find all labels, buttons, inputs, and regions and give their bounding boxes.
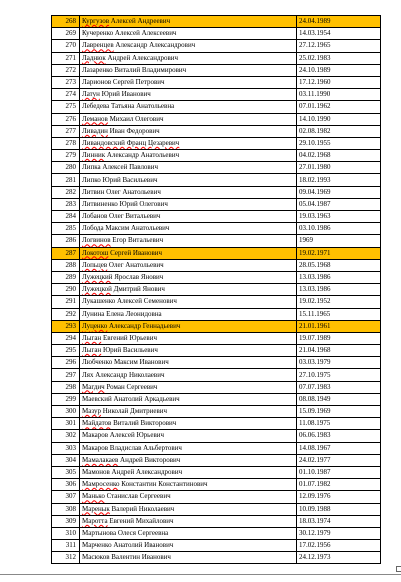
name-text: Литвиненко Юрий Олегович [82, 199, 168, 208]
table-row [52, 125, 381, 137]
row-number: 280 [52, 162, 80, 174]
row-number: 276 [52, 113, 80, 125]
surname-flagged: Локотош [82, 248, 109, 257]
row-number: 275 [52, 101, 80, 113]
name-text: Макаров Алексей Юрьевич [82, 431, 165, 440]
full-name-cell [80, 430, 297, 442]
name-text: Липко Юрий Васильевич [82, 175, 158, 184]
row-number: 308 [52, 503, 80, 515]
birth-date: 24.04.1989 [297, 16, 381, 28]
name-text: Липка Алексей Павлович [82, 163, 159, 172]
row-number: 290 [52, 284, 80, 296]
full-name-cell [80, 296, 297, 308]
surname-flagged: Леманов [82, 114, 108, 123]
row-number: 281 [52, 174, 80, 186]
full-name-cell [80, 357, 297, 369]
row-number: 294 [52, 332, 80, 344]
name-text: Олег Анатольевич [107, 260, 164, 269]
table-row [52, 186, 381, 198]
full-name-cell [80, 406, 297, 418]
name-text: Дмитрий Янович [111, 285, 165, 294]
page-corner-marker [396, 566, 401, 572]
surname-flagged: Ливадин [82, 126, 108, 135]
row-number: 295 [52, 345, 80, 357]
birth-date: 07.01.1962 [297, 101, 381, 113]
name-text: Михаил Олегович [107, 114, 164, 123]
table-row [52, 150, 381, 162]
birth-date: 24.02.1977 [297, 454, 381, 466]
full-name-cell [80, 211, 297, 223]
row-number: 272 [52, 64, 80, 76]
row-number: 268 [52, 16, 80, 28]
table-row [52, 284, 381, 296]
name-text: Кучеренко Алексей Алексеевич [82, 29, 177, 38]
full-name-cell [80, 150, 297, 162]
table-row [52, 137, 381, 149]
name-text: Мартынова Олеся Сергеевна [82, 528, 169, 537]
birth-date: 27.12.1965 [297, 40, 381, 52]
name-text: Масюков Валентин Иванович [82, 553, 171, 562]
birth-date: 1969 [297, 235, 381, 247]
surname-flagged: Магдич [82, 382, 105, 391]
name-text: Лунина Елена Леонидовна [82, 309, 162, 318]
birth-date: 03.10.1986 [297, 223, 381, 235]
birth-date: 17.02.1956 [297, 540, 381, 552]
name-text: Николай Дмитриевич [100, 407, 168, 416]
name-text: Лукашенко Алексей Семенович [82, 297, 177, 306]
row-number: 284 [52, 211, 80, 223]
name-text: Ярослав Янович [112, 273, 164, 282]
table-row [52, 503, 381, 515]
birth-date: 10.09.1988 [297, 503, 381, 515]
birth-date: 21.04.1968 [297, 345, 381, 357]
full-name-cell [80, 125, 297, 137]
row-number: 286 [52, 235, 80, 247]
full-name-cell [80, 503, 297, 515]
full-name-cell [80, 174, 297, 186]
table-row [52, 76, 381, 88]
table-row [52, 442, 381, 454]
full-name-cell [80, 89, 297, 101]
birth-date: 13.03.1986 [297, 284, 381, 296]
name-text: Лобанов Олег Витальевич [82, 212, 161, 221]
names-table [51, 15, 381, 564]
name-text: Станислав Сергеевич [104, 492, 171, 501]
row-number: 269 [52, 28, 80, 40]
name-text: Лазаренко Виталий Владимирович [82, 65, 187, 74]
birth-date: 18.03.1974 [297, 515, 381, 527]
name-text: Юрий Иванович [99, 90, 151, 99]
birth-date: 28.05.1968 [297, 259, 381, 271]
birth-date: 18.02.1993 [297, 174, 381, 186]
table-row [52, 162, 381, 174]
full-name-cell [80, 247, 297, 259]
row-number: 270 [52, 40, 80, 52]
birth-date: 03.03.1979 [297, 357, 381, 369]
row-number: 299 [52, 393, 80, 405]
name-text: Виталий Викторович [111, 419, 177, 428]
birth-date: 08.08.1949 [297, 393, 381, 405]
row-number: 292 [52, 308, 80, 320]
full-name-cell [80, 552, 297, 564]
row-number: 309 [52, 515, 80, 527]
surname-flagged: Ладнюк [82, 53, 106, 62]
table-row [52, 89, 381, 101]
full-name-cell [80, 186, 297, 198]
row-number: 287 [52, 247, 80, 259]
surname-flagged: Логвинов [82, 236, 111, 245]
birth-date: 12.09.1976 [297, 491, 381, 503]
full-name-cell [80, 28, 297, 40]
table-row [52, 308, 381, 320]
name-text: Роман Сергеевич [104, 382, 158, 391]
birth-date: 27.10.1975 [297, 369, 381, 381]
row-number: 289 [52, 271, 80, 283]
name-text: Андрей Викторович [118, 455, 181, 464]
birth-date: 01.07.1982 [297, 479, 381, 491]
full-name-cell [80, 308, 297, 320]
surname-flagged: Маротта [82, 516, 108, 525]
name-text: Макаров Владислав Альбертович [82, 443, 182, 452]
row-number: 310 [52, 527, 80, 539]
full-name-cell [80, 64, 297, 76]
name-text: Ларионов Сергей Петрович [82, 78, 165, 87]
name-text: Мамонов Андрей Александрович [82, 468, 183, 477]
table-row [52, 357, 381, 369]
row-number: 300 [52, 406, 80, 418]
birth-date: 27.01.1980 [297, 162, 381, 174]
full-name-cell [80, 454, 297, 466]
row-number: 297 [52, 369, 80, 381]
birth-date: 01.10.1987 [297, 466, 381, 478]
full-name-cell [80, 101, 297, 113]
table-row [52, 418, 381, 430]
full-name-cell [80, 369, 297, 381]
row-number: 274 [52, 89, 80, 101]
name-text: Евгений Михайлович [107, 516, 174, 525]
full-name-cell [80, 320, 297, 332]
table-row [52, 16, 381, 28]
birth-date: 24.10.1989 [297, 64, 381, 76]
full-name-cell [80, 137, 297, 149]
table-row [52, 101, 381, 113]
full-name-cell [80, 540, 297, 552]
table-row [52, 332, 381, 344]
surname-flagged: Линник [82, 151, 106, 160]
full-name-cell [80, 259, 297, 271]
row-number: 283 [52, 198, 80, 210]
surname-flagged: Лопьцев [82, 260, 108, 269]
table-row [52, 430, 381, 442]
birth-date: 24.12.1973 [297, 552, 381, 564]
table-row [52, 527, 381, 539]
full-name-cell [80, 52, 297, 64]
name-text: Сергей Иванович [108, 248, 163, 257]
full-name-cell [80, 491, 297, 503]
table-row [52, 345, 381, 357]
birth-date: 14.10.1990 [297, 113, 381, 125]
surname-flagged: Лужецкой [82, 285, 112, 294]
row-number: 271 [52, 52, 80, 64]
surname-flagged: Ливандовский Франц Цезаревич [82, 138, 180, 147]
surname-flagged: Латун [82, 90, 100, 99]
full-name-cell [80, 113, 297, 125]
birth-date: 19.07.1989 [297, 332, 381, 344]
surname-flagged: Мамросенко [82, 480, 120, 489]
row-number: 288 [52, 259, 80, 271]
name-text: Марченко Анатолий Иванович [82, 541, 174, 550]
surname-flagged: Мазур [82, 407, 101, 416]
surname-flagged: Мамалакаев [82, 455, 119, 464]
row-number: 285 [52, 223, 80, 235]
row-number: 301 [52, 418, 80, 430]
row-number: 298 [52, 381, 80, 393]
birth-date: 06.06.1983 [297, 430, 381, 442]
birth-date: 13.03.1986 [297, 271, 381, 283]
full-name-cell [80, 527, 297, 539]
full-name-cell [80, 381, 297, 393]
name-text: Александр Анатольевич [105, 151, 180, 160]
birth-date: 03.11.1990 [297, 89, 381, 101]
table-row [52, 247, 381, 259]
table-row [52, 320, 381, 332]
name-text: Лебедева Татьяна Анатольевна [82, 102, 175, 111]
full-name-cell [80, 16, 297, 28]
table-row [52, 28, 381, 40]
name-text: Валерий Николаевич [109, 504, 175, 513]
row-number: 303 [52, 442, 80, 454]
birth-date: 17.12.1960 [297, 76, 381, 88]
full-name-cell [80, 198, 297, 210]
table-row [52, 454, 381, 466]
birth-date: 14.08.1967 [297, 442, 381, 454]
birth-date: 15.11.1965 [297, 308, 381, 320]
table-row [52, 393, 381, 405]
row-number: 296 [52, 357, 80, 369]
row-number: 307 [52, 491, 80, 503]
row-number: 312 [52, 552, 80, 564]
full-name-cell [80, 162, 297, 174]
row-number: 277 [52, 125, 80, 137]
name-text: Алексей Андреевич [109, 17, 171, 26]
row-number: 302 [52, 430, 80, 442]
row-number: 273 [52, 76, 80, 88]
birth-date: 05.04.1987 [297, 198, 381, 210]
surname-flagged: Майдатов [82, 419, 112, 428]
table-row [52, 369, 381, 381]
birth-date: 15.09.1969 [297, 406, 381, 418]
table-row [52, 211, 381, 223]
full-name-cell [80, 223, 297, 235]
row-number: 305 [52, 466, 80, 478]
table-row [52, 235, 381, 247]
birth-date: 19.02.1971 [297, 247, 381, 259]
birth-date: 19.02.1952 [297, 296, 381, 308]
table-row [52, 491, 381, 503]
surname-flagged: Манько [82, 492, 105, 501]
name-text: Юрий Васильевич [101, 346, 158, 355]
table-row [52, 113, 381, 125]
birth-date: 09.04.1969 [297, 186, 381, 198]
birth-date: 30.12.1979 [297, 527, 381, 539]
row-number: 311 [52, 540, 80, 552]
surname-flagged: Лыган [82, 333, 102, 342]
table-row [52, 174, 381, 186]
surname-flagged: Лыган [82, 346, 102, 355]
row-number: 279 [52, 150, 80, 162]
table-body [52, 16, 381, 564]
full-name-cell [80, 418, 297, 430]
full-name-cell [80, 393, 297, 405]
table-row [52, 479, 381, 491]
table-row [52, 381, 381, 393]
full-name-cell [80, 515, 297, 527]
birth-date: 04.02.1968 [297, 150, 381, 162]
row-number: 306 [52, 479, 80, 491]
name-text: Александр Геннадьевич [107, 321, 181, 330]
surname-flagged: Маренык [82, 504, 110, 513]
name-text: Литвин Олег Анатольевич [82, 187, 161, 196]
table-row [52, 296, 381, 308]
full-name-cell [80, 235, 297, 247]
full-name-cell [80, 76, 297, 88]
table-row [52, 271, 381, 283]
birth-date: 21.01.1961 [297, 320, 381, 332]
name-text: Лях Александр Николаевич [82, 370, 165, 379]
birth-date: 11.08.1975 [297, 418, 381, 430]
full-name-cell [80, 40, 297, 52]
birth-date: 25.02.1983 [297, 52, 381, 64]
row-number: 278 [52, 137, 80, 149]
table-row [52, 466, 381, 478]
name-text: Маевский Анатолий Аркадьевич [82, 394, 180, 403]
name-text: Егор Витальевич [110, 236, 164, 245]
full-name-cell [80, 479, 297, 491]
row-number: 293 [52, 320, 80, 332]
table-row [52, 223, 381, 235]
surname-flagged: Кургузов [82, 17, 110, 26]
full-name-cell [80, 442, 297, 454]
name-text: Лобода Максим Анатольевич [82, 224, 170, 233]
table-row [52, 198, 381, 210]
name-text: Евгений Юрьевич [101, 333, 157, 342]
name-text: Александр Александрович [113, 41, 196, 50]
full-name-cell [80, 284, 297, 296]
table-row [52, 52, 381, 64]
table-row [52, 40, 381, 52]
surname-flagged: Лужецкий [82, 273, 113, 282]
table-row [52, 259, 381, 271]
surname-flagged: Лавренцев [82, 41, 114, 50]
name-text: Андрей Александрович [105, 53, 179, 62]
birth-date: 07.07.1983 [297, 381, 381, 393]
page-bottom-divider [0, 574, 401, 575]
table-row [52, 540, 381, 552]
table-row [52, 64, 381, 76]
full-name-cell [80, 332, 297, 344]
name-text: Любченко Максим Иванович [82, 358, 169, 367]
name-text: Иван Федорович [107, 126, 160, 135]
full-name-cell [80, 466, 297, 478]
table-row [52, 515, 381, 527]
birth-date: 02.08.1982 [297, 125, 381, 137]
surname-flagged: Луценко [82, 321, 108, 330]
table-row [52, 406, 381, 418]
row-number: 291 [52, 296, 80, 308]
table-row [52, 552, 381, 564]
full-name-cell [80, 345, 297, 357]
birth-date: 19.03.1963 [297, 211, 381, 223]
birth-date: 29.10.1955 [297, 137, 381, 149]
name-text: Константин Константинович [119, 480, 208, 489]
birth-date: 14.03.1954 [297, 28, 381, 40]
row-number: 282 [52, 186, 80, 198]
full-name-cell [80, 271, 297, 283]
row-number: 304 [52, 454, 80, 466]
